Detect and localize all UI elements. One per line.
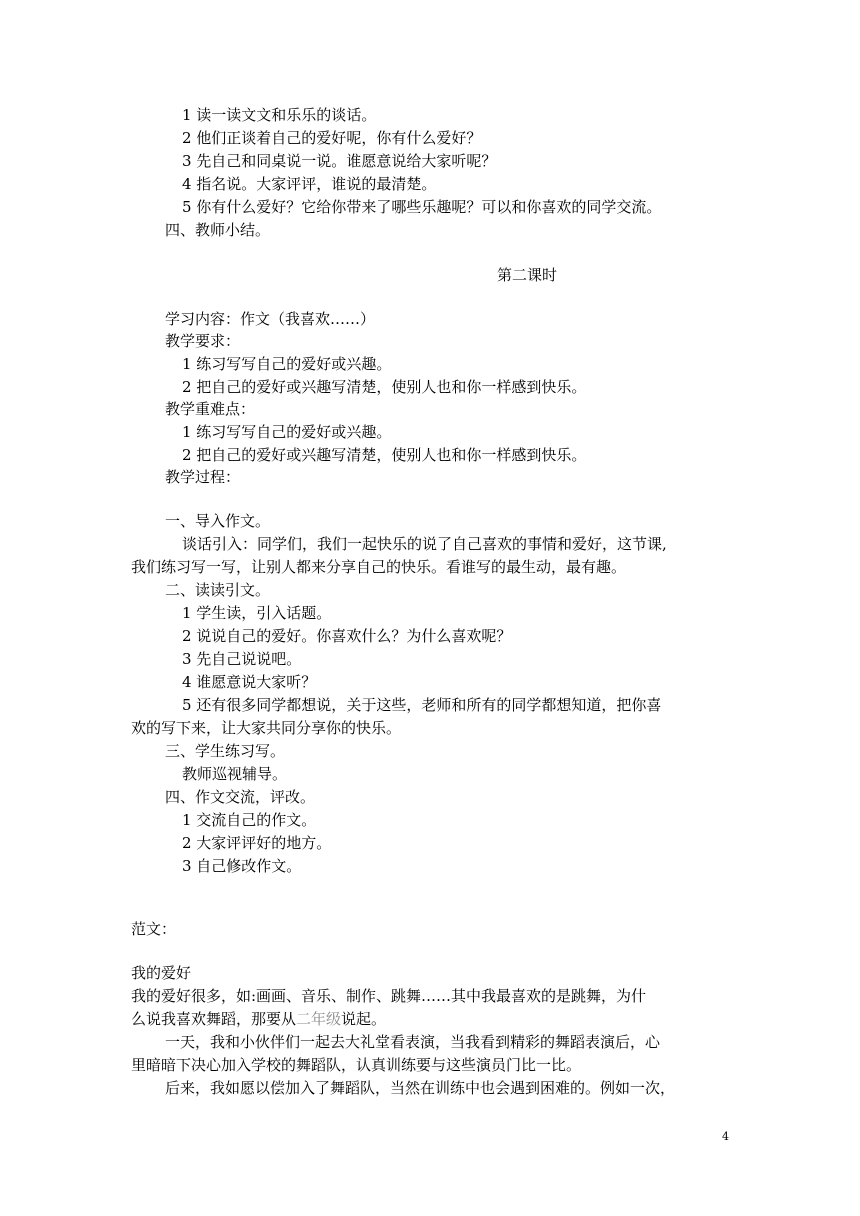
list-item-continuation: 欢的写下来，让大家共同分享你的快乐。: [131, 719, 402, 737]
list-item: 5 还有很多同学都想说，关于这些，老师和所有的同学都想知道，把你喜: [182, 696, 662, 714]
list-item: 3 先自己说说吧。: [182, 650, 302, 668]
list-item: 5 你有什么爱好？它给你带来了哪些乐趣呢？可以和你喜欢的同学交流。: [182, 198, 662, 216]
list-item: 1 读一读文文和乐乐的谈话。: [182, 106, 377, 124]
sample-title: 我的爱好: [131, 964, 192, 982]
paragraph-line: 我们练习写一写，让别人都来分享自己的快乐。看谁写的最生动，最有趣。: [131, 558, 627, 576]
process-heading: 教学过程：: [165, 468, 241, 486]
list-item: 2 说说自己的爱好。你喜欢什么？为什么喜欢呢？: [182, 627, 512, 645]
list-item: 1 练习写写自己的爱好或兴趣。: [182, 423, 392, 441]
paragraph-line: 教师巡视辅导。: [182, 765, 288, 783]
list-item: 2 大家评评好的地方。: [182, 834, 332, 852]
list-item: 2 把自己的爱好或兴趣写清楚，使别人也和你一样感到快乐。: [182, 378, 587, 396]
requirements-heading: 教学要求：: [165, 332, 241, 350]
list-item: 4 指名说。大家评评，谁说的最清楚。: [182, 175, 437, 193]
list-item: 3 自己修改作文。: [182, 857, 302, 875]
page-number: 4: [722, 1130, 729, 1143]
paragraph-line: 谈话引入：同学们，我们一起快乐的说了自己喜欢的事情和爱好，这节课,: [182, 535, 667, 553]
paragraph-line: 后来，我如愿以偿加入了舞蹈队，当然在训练中也会遇到困难的。例如一次，: [165, 1079, 676, 1097]
list-item: 1 交流自己的作文。: [182, 811, 317, 829]
paragraph-line: 里暗暗下决心加入学校的舞蹈队，认真训练要与这些演员门比一比。: [131, 1056, 582, 1074]
section-heading: 二、读读引文。: [165, 581, 271, 599]
paragraph-line: 我的爱好很多，如:画画、音乐、制作、跳舞……其中我最喜欢的是跳舞，为什: [131, 987, 647, 1005]
key-points-heading: 教学重难点：: [165, 400, 256, 418]
lesson-title: 第二课时: [497, 266, 558, 284]
list-item: 1 学生读，引入话题。: [182, 604, 332, 622]
lesson-content: 学习内容：作文（我喜欢……）: [165, 310, 376, 328]
list-item: 4 谁愿意说大家听？: [182, 673, 317, 691]
list-item: 2 把自己的爱好或兴趣写清楚，使别人也和你一样感到快乐。: [182, 446, 587, 464]
sample-label: 范文：: [131, 920, 177, 938]
section-heading: 四、作文交流，评改。: [165, 788, 316, 806]
text-run: 么说我喜欢舞蹈，那要从: [131, 1010, 297, 1028]
list-item: 3 先自己和同桌说一说。谁愿意说给大家听呢？: [182, 152, 497, 170]
list-item: 1 练习写写自己的爱好或兴趣。: [182, 355, 392, 373]
list-item: 2 他们正谈着自己的爱好呢，你有什么爱好？: [182, 129, 482, 147]
paragraph-line: 一天，我和小伙伴们一起去大礼堂看表演，当我看到精彩的舞蹈表演后，心: [165, 1033, 661, 1051]
grade-text: 二年级: [296, 1010, 342, 1028]
section-heading: 四、教师小结。: [165, 221, 271, 239]
paragraph-line: [131, 1008, 386, 1030]
section-heading: 三、学生练习写。: [165, 742, 286, 760]
section-heading: 一、导入作文。: [165, 512, 271, 530]
text-run: 说起。: [341, 1010, 387, 1028]
